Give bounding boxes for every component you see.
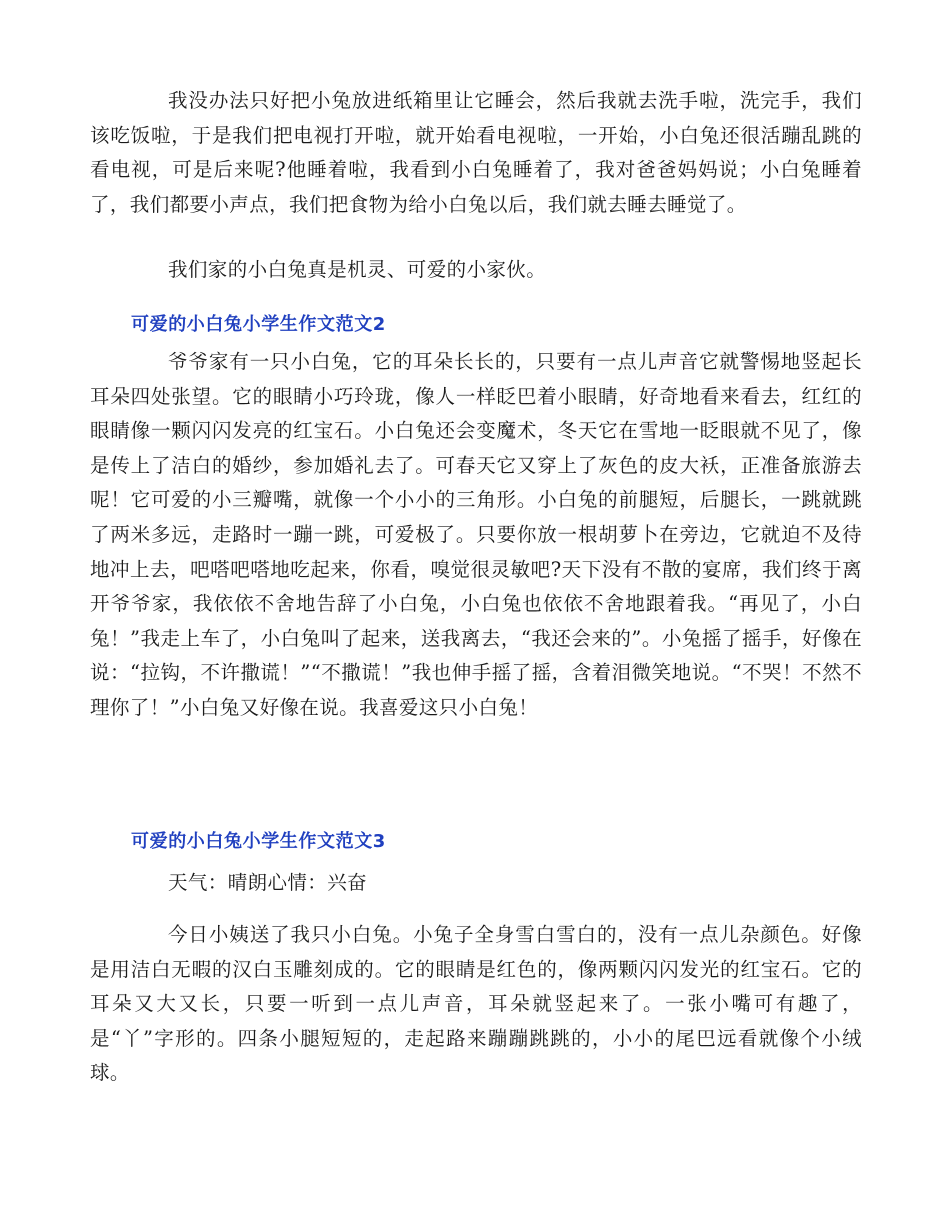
body-paragraph: 我没办法只好把小兔放进纸箱里让它睡会，然后我就去洗手啦，洗完手，我们该吃饭啦，于是我们把电视打开啦，就开始看电视啦，一开始，小白兔还很活蹦乱跳的看电视，可是后来呢?他睡着啦，我看到小白兔睡着了，我对爸爸妈妈说；小白兔睡着了，我们都要小声点，我们把食物为给小白兔以后，我们就去睡去睡觉了。	[90, 89, 862, 216]
weather-mood-line: 天气：晴朗心情：兴奋	[168, 871, 368, 894]
section-heading: 可爱的小白兔小学生作文范文2	[131, 314, 386, 335]
body-paragraph: 我们家的小白兔真是机灵、可爱的小家伙。	[168, 258, 547, 281]
body-paragraph: 今日小姨送了我只小白兔。小兔子全身雪白雪白的，没有一点儿杂颜色。好像是用洁白无暇的汉白玉雕刻成的。它的眼睛是红色的，像两颗闪闪发光的红宝石。它的耳朵又大又长，只要一听到一点儿声音，耳朵就竖起来了。一张小嘴可有趣了，是“丫”字形的。四条小腿短短的，走起路来蹦蹦跳跳的，小小的尾巴远看就像个小绒球。	[90, 923, 862, 1085]
section-heading: 可爱的小白兔小学生作文范文3	[131, 831, 386, 852]
body-paragraph: 爷爷家有一只小白兔，它的耳朵长长的，只要有一点儿声音它就警惕地竖起长耳朵四处张望。它的眼睛小巧玲珑，像人一样眨巴着小眼睛，好奇地看来看去，红红的眼睛像一颗闪闪发亮的红宝石。小白兔还会变魔术，冬天它在雪地一眨眼就不见了，像是传上了洁白的婚纱，参加婚礼去了。可春天它又穿上了灰色的皮大袄，正准备旅游去呢！它可爱的小三瓣嘴，就像一个小小的三角形。小白兔的前腿短，后腿长，一跳就跳了两米多远，走路时一蹦一跳，可爱极了。只要你放一根胡萝卜在旁边，它就迫不及待地冲上去，吧嗒吧嗒地吃起来，你看，嗅觉很灵敏吧?天下没有不散的宴席，我们终于离开爷爷家，我依依不舍地告辞了小白兔，小白兔也依依不舍地跟着我。“再见了，小白兔！”我走上车了，小白兔叫了起来，送我离去，“我还会来的”。小兔摇了摇手，好像在说：“拉钩，不许撒谎！”“不撒谎！”我也伸手摇了摇，含着泪微笑地说。“不哭！不然不理你了！”小白兔又好像在说。我喜爱这只小白兔！	[90, 350, 862, 719]
